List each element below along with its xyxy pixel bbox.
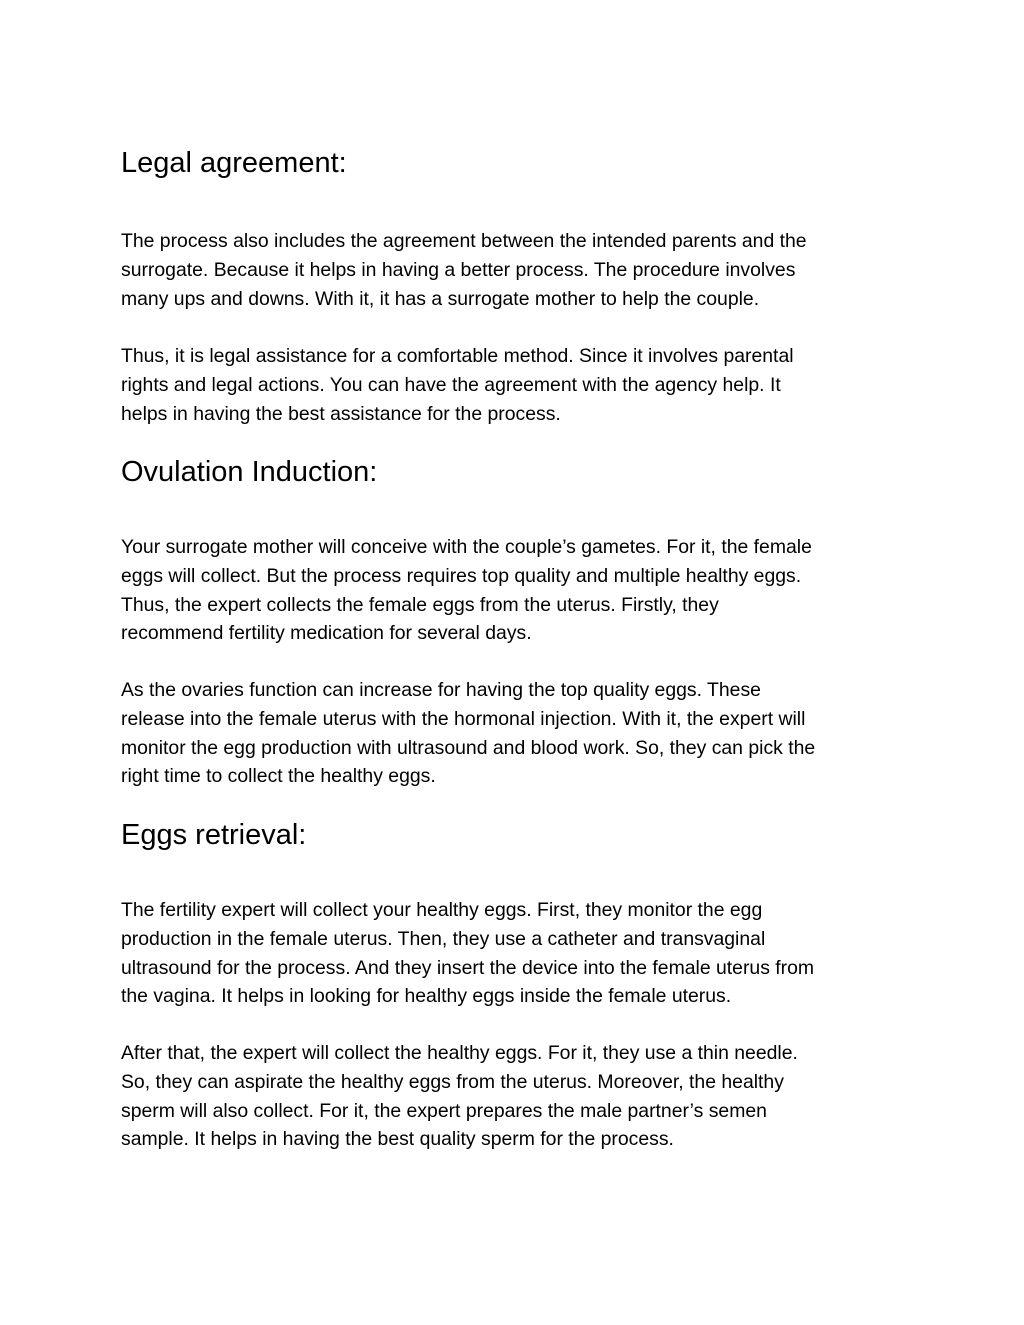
text-line: So, they can aspirate the healthy eggs from the uterus. Moreover, the healthy [121, 1070, 784, 1093]
text-line: eggs will collect. But the process requires top quality and multiple healthy eggs. [121, 564, 802, 587]
text-line: Your surrogate mother will conceive with the couple’s gametes. For it, the female [121, 536, 812, 558]
paragraph [121, 227, 911, 313]
text-line: many ups and downs. With it, it has a surrogate mother to help the couple. [121, 287, 760, 310]
text-line: The fertility expert will collect your healthy eggs. First, they monitor the egg [121, 899, 763, 921]
paragraph [121, 896, 911, 1011]
section-heading-ovulation-induction: Ovulation Induction: [121, 456, 378, 488]
text-line: helps in having the best assistance for the process. [121, 402, 561, 425]
text-line: monitor the egg production with ultrasound and blood work. So, they can pick the [121, 736, 816, 759]
text-line: release into the female uterus with the hormonal injection. With it, the expert will [121, 707, 806, 730]
text-line: production in the female uterus. Then, they use a catheter and transvaginal [121, 927, 766, 950]
text-line: sample. It helps in having the best quality sperm for the process. [121, 1128, 674, 1151]
section-heading-eggs-retrieval: Eggs retrieval: [121, 819, 307, 851]
text-line: The process also includes the agreement between the intended parents and the [121, 230, 807, 252]
text-line: surrogate. Because it helps in having a better process. The procedure involves [121, 258, 796, 281]
text-line: sperm will also collect. For it, the expert prepares the male partner’s semen [121, 1099, 767, 1122]
text-line: Thus, the expert collects the female eggs from the uterus. Firstly, they [121, 593, 719, 616]
paragraph [121, 1039, 911, 1154]
text-line: the vagina. It helps in looking for healthy eggs inside the female uterus. [121, 985, 732, 1008]
text-line: recommend fertility medication for several days. [121, 622, 532, 645]
text-line: rights and legal actions. You can have the agreement with the agency help. It [121, 373, 781, 396]
paragraph [121, 342, 911, 428]
text-line: right time to collect the healthy eggs. [121, 765, 436, 788]
section-heading-legal-agreement: Legal agreement: [121, 147, 347, 179]
text-line: Thus, it is legal assistance for a comfortable method. Since it involves parental [121, 345, 794, 367]
paragraph [121, 533, 911, 648]
text-line: After that, the expert will collect the healthy eggs. For it, they use a thin needle. [121, 1042, 798, 1064]
text-line: ultrasound for the process. And they insert the device into the female uterus from [121, 956, 815, 979]
text-line: As the ovaries function can increase for having the top quality eggs. These [121, 679, 761, 701]
paragraph [121, 676, 911, 791]
